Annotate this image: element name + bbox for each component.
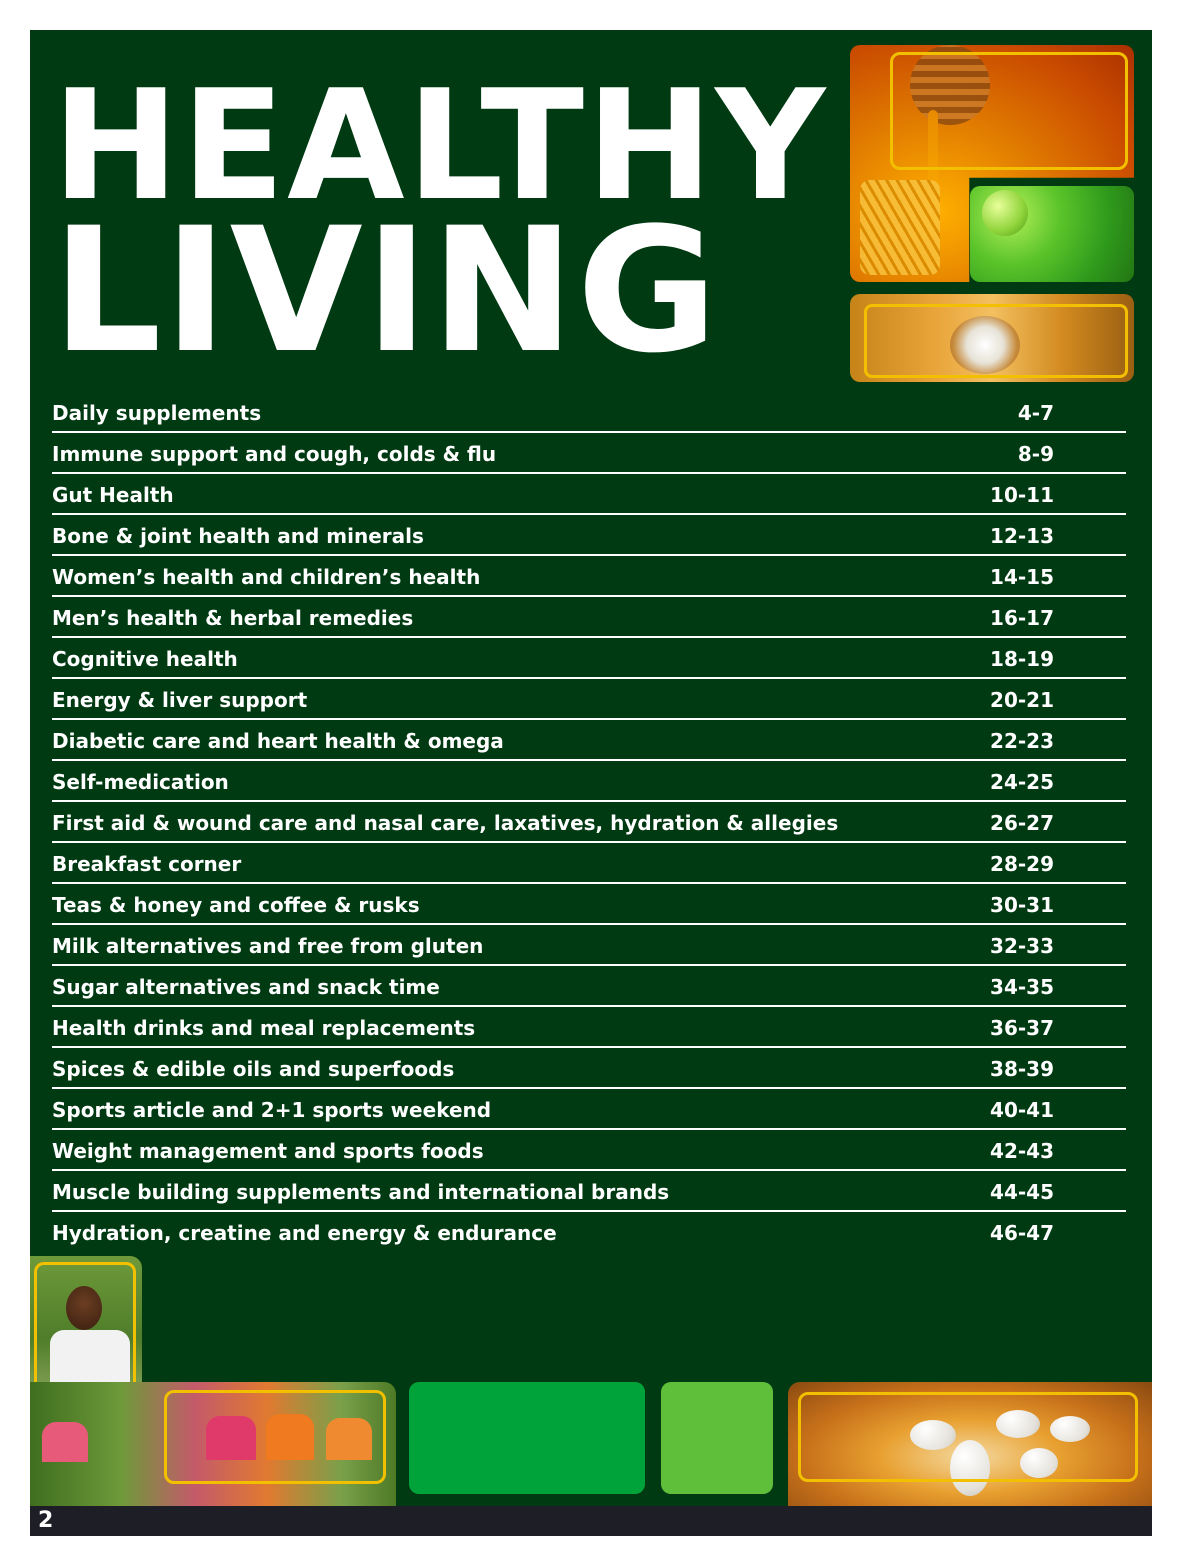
toc-section-label: Energy & liver support <box>52 688 308 712</box>
apple-image <box>982 190 1028 236</box>
toc-page-range: 28-29 <box>990 852 1054 876</box>
toc-row <box>52 1212 1126 1253</box>
toc-row <box>52 1171 1126 1212</box>
toc-section-label: Self-medication <box>52 770 229 794</box>
toc-row <box>52 1048 1126 1089</box>
page-panel <box>30 30 1152 1506</box>
honeycomb-image <box>860 180 940 275</box>
footer-bar <box>30 1506 1152 1536</box>
toc-page-range: 12-13 <box>990 524 1054 548</box>
toc-page-range: 30-31 <box>990 893 1054 917</box>
herbs-frame <box>864 304 1128 378</box>
toc-row <box>52 925 1126 966</box>
toc-section-label: Gut Health <box>52 483 174 507</box>
toc-section-label: Bone & joint health and minerals <box>52 524 424 548</box>
toc-page-range: 18-19 <box>990 647 1054 671</box>
toc-row <box>52 597 1126 638</box>
honey-frame <box>890 52 1128 170</box>
page-number: 2 <box>38 1508 54 1533</box>
toc-page-range: 40-41 <box>990 1098 1054 1122</box>
toc-section-label: Women’s health and children’s health <box>52 565 481 589</box>
toc-row <box>52 474 1126 515</box>
toc-page-range: 24-25 <box>990 770 1054 794</box>
toc-row <box>52 1130 1126 1171</box>
toc-row <box>52 761 1126 802</box>
pills-frame <box>798 1392 1138 1482</box>
group-frame <box>164 1390 386 1484</box>
toc-row <box>52 433 1126 474</box>
toc-page-range: 14-15 <box>990 565 1054 589</box>
toc-page-range: 16-17 <box>990 606 1054 630</box>
toc-row <box>52 802 1126 843</box>
light-green-block <box>661 1382 773 1494</box>
green-block <box>409 1382 645 1494</box>
table-of-contents <box>52 392 1126 1253</box>
toc-row <box>52 843 1126 884</box>
toc-section-label: Sugar alternatives and snack time <box>52 975 440 999</box>
toc-section-label: Breakfast corner <box>52 852 242 876</box>
toc-row <box>52 638 1126 679</box>
toc-row <box>52 679 1126 720</box>
toc-section-label: Diabetic care and heart health & omega <box>52 729 504 753</box>
toc-page-range: 38-39 <box>990 1057 1054 1081</box>
toc-page-range: 10-11 <box>990 483 1054 507</box>
toc-section-label: First aid & wound care and nasal care, laxatives, hydration & allegies <box>52 811 839 835</box>
rider-shirt-image <box>42 1422 88 1462</box>
toc-section-label: Health drinks and meal replacements <box>52 1016 476 1040</box>
toc-row <box>52 515 1126 556</box>
toc-section-label: Milk alternatives and free from gluten <box>52 934 484 958</box>
title-living: LIVING <box>52 190 720 391</box>
toc-page-range: 26-27 <box>990 811 1054 835</box>
toc-row <box>52 884 1126 925</box>
toc-row <box>52 720 1126 761</box>
toc-section-label: Daily supplements <box>52 401 262 425</box>
toc-page-range: 44-45 <box>990 1180 1054 1204</box>
toc-section-label: Sports article and 2+1 sports weekend <box>52 1098 492 1122</box>
toc-section-label: Cognitive health <box>52 647 238 671</box>
toc-row <box>52 392 1126 433</box>
toc-row <box>52 1007 1126 1048</box>
toc-page-range: 42-43 <box>990 1139 1054 1163</box>
toc-row <box>52 1089 1126 1130</box>
toc-page-range: 20-21 <box>990 688 1054 712</box>
toc-page-range: 8-9 <box>1017 442 1054 466</box>
toc-section-label: Spices & edible oils and superfoods <box>52 1057 455 1081</box>
toc-row <box>52 556 1126 597</box>
toc-page-range: 36-37 <box>990 1016 1054 1040</box>
title-healthy: HEALTHY <box>52 57 828 234</box>
toc-page-range: 32-33 <box>990 934 1054 958</box>
toc-section-label: Teas & honey and coffee & rusks <box>52 893 420 917</box>
toc-page-range: 22-23 <box>990 729 1054 753</box>
toc-section-label: Men’s health & herbal remedies <box>52 606 414 630</box>
toc-section-label: Hydration, creatine and energy & endurance <box>52 1221 557 1245</box>
toc-page-range: 46-47 <box>990 1221 1054 1245</box>
toc-section-label: Muscle building supplements and international brands <box>52 1180 670 1204</box>
toc-section-label: Weight management and sports foods <box>52 1139 484 1163</box>
toc-page-range: 34-35 <box>990 975 1054 999</box>
toc-page-range: 4-7 <box>1017 401 1054 425</box>
toc-row <box>52 966 1126 1007</box>
toc-section-label: Immune support and cough, colds & flu <box>52 442 497 466</box>
